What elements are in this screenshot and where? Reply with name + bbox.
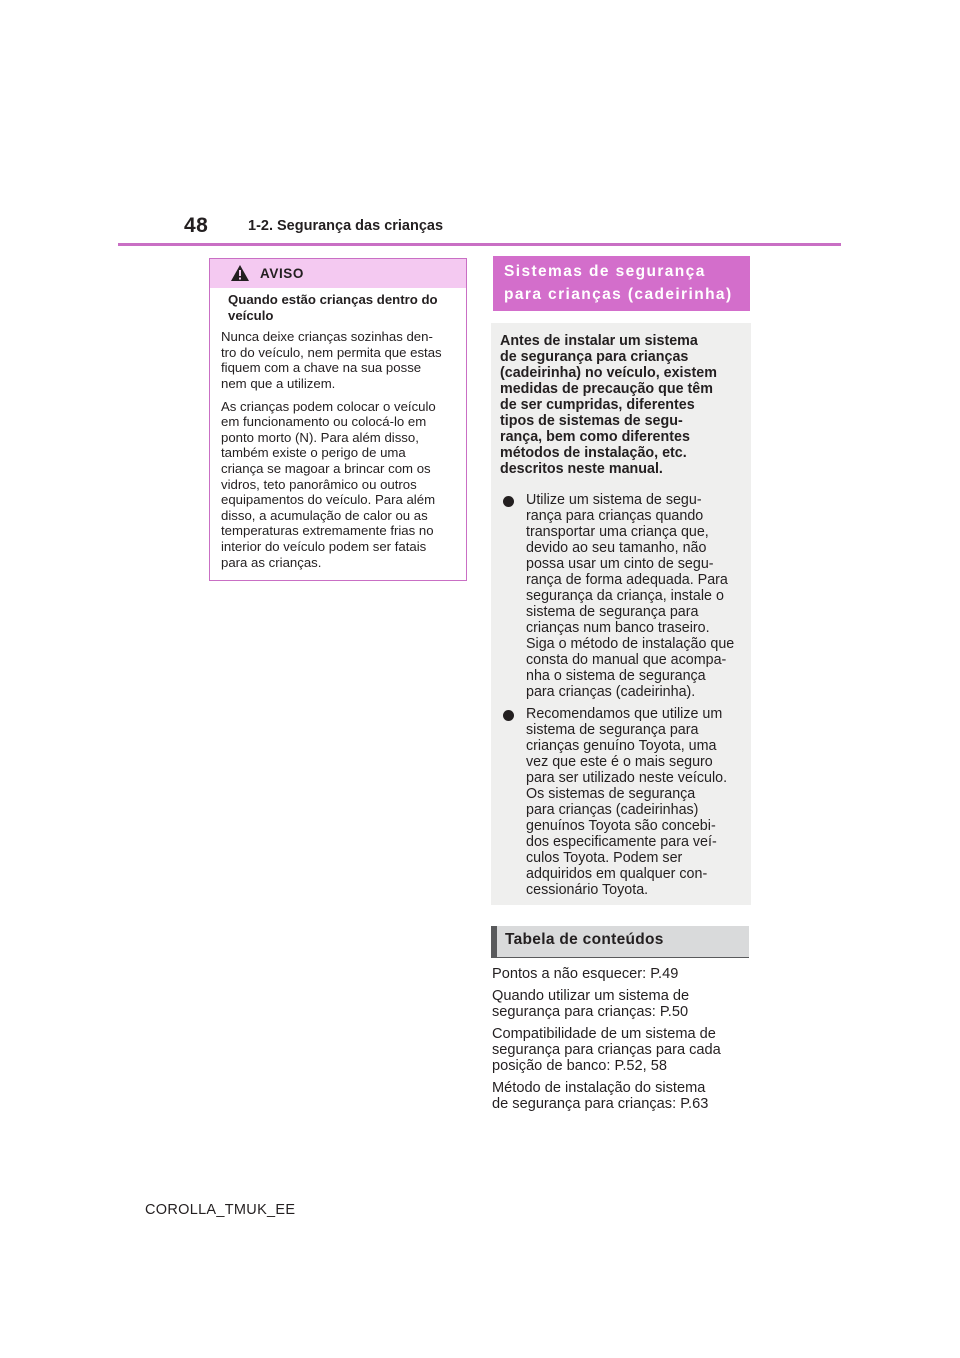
text-line: sistema de segurança para [526, 604, 699, 620]
text-line: de segurança para crianças: P.63 [492, 1096, 709, 1112]
text-line: para as crianças. [221, 554, 322, 570]
text-line: posição de banco: P.52, 58 [492, 1058, 667, 1074]
text-line: tipos de sistemas de segu- [500, 413, 683, 429]
text-line: rança de forma adequada. Para [526, 572, 728, 588]
text-line: segurança para crianças para cada [492, 1042, 721, 1058]
toc-item[interactable] [492, 1026, 754, 1074]
text-line: criança se magoar a brincar com os [221, 460, 431, 476]
text-line: também existe o perigo de uma [221, 445, 406, 461]
banner-line: Sistemas de segurança [504, 263, 706, 280]
text-line: em funcionamento ou colocá-lo em [221, 414, 427, 430]
text-line: segurança da criança, instale o [526, 588, 724, 604]
text-line: Antes de instalar um sistema [500, 333, 698, 349]
text-line: genuínos Toyota são concebi- [526, 818, 716, 834]
text-line: nha o sistema de segurança [526, 668, 706, 684]
text-line: medidas de precaução que têm [500, 381, 713, 397]
text-line: vidros, teto panorâmico ou outros [221, 476, 417, 492]
text-line: para crianças (cadeirinhas) [526, 802, 699, 818]
text-line: sistema de segurança para [526, 722, 699, 738]
info-intro [500, 333, 741, 477]
text-line: Pontos a não esquecer: P.49 [492, 966, 679, 982]
text-line: para crianças (cadeirinha). [526, 684, 696, 700]
warning-header [210, 259, 466, 288]
bullet-icon [503, 496, 514, 507]
toc-divider [491, 957, 749, 958]
list-item [500, 706, 741, 898]
text-line: Quando estão crianças dentro do [228, 292, 438, 307]
text-line: (cadeirinha) no veículo, existem [500, 365, 717, 381]
warning-triangle-icon [230, 264, 250, 282]
document-code: COROLLA_TMUK_EE [145, 1202, 296, 1218]
text-line: ponto morto (N). Para além disso, [221, 429, 419, 445]
text-line: de ser cumpridas, diferentes [500, 397, 695, 413]
toc-list [492, 966, 754, 1118]
text-line: descritos neste manual. [500, 461, 663, 477]
toc-item[interactable] [492, 1080, 754, 1112]
list-item [500, 492, 741, 700]
text-line: consta do manual que acompa- [526, 652, 727, 668]
list-item-text [526, 706, 741, 898]
text-line: veículo [228, 307, 274, 323]
text-line: Recomendamos que utilize um [526, 706, 723, 722]
text-line: métodos de instalação, etc. [500, 445, 687, 461]
text-line: equipamentos do veículo. Para além [221, 492, 436, 508]
text-line: cessionário Toyota. [526, 882, 649, 898]
warning-box [209, 258, 467, 581]
text-line: Utilize um sistema de segu- [526, 492, 702, 508]
text-line: fiquem com a chave na sua posse [221, 360, 422, 376]
text-line: Compatibilidade de um sistema de [492, 1026, 716, 1042]
text-line: possa usar um cinto de segu- [526, 556, 714, 572]
text-line: Método de instalação do sistema [492, 1080, 706, 1096]
banner-line: para crianças (cadeirinha) [504, 286, 733, 303]
text-line: rança, bem como diferentes [500, 429, 690, 445]
toc-item[interactable] [492, 988, 754, 1020]
header-divider [118, 243, 841, 246]
warning-subheading [221, 292, 454, 323]
text-line: rança para crianças quando [526, 508, 704, 524]
text-line: crianças genuíno Toyota, uma [526, 738, 717, 754]
text-line: interior do veículo podem ser fatais [221, 538, 427, 554]
text-line: de segurança para crianças [500, 349, 689, 365]
text-line: devido ao seu tamanho, não [526, 540, 707, 556]
text-line: transportar uma criança que, [526, 524, 709, 540]
text-line: tro do veículo, nem permita que estas [221, 344, 442, 360]
text-line: vez que este é o mais seguro [526, 754, 713, 770]
text-line: culos Toyota. Podem ser [526, 850, 683, 866]
toc-heading: Tabela de conteúdos [491, 926, 749, 957]
text-line: Siga o método de instalação que [526, 636, 735, 652]
list-item-text [526, 492, 741, 700]
warning-paragraph [221, 399, 454, 571]
text-line: Quando utilizar um sistema de [492, 988, 690, 1004]
warning-body [210, 288, 466, 570]
text-line: nem que a utilizem. [221, 375, 336, 391]
text-line: disso, a acumulação de calor ou as [221, 507, 428, 523]
text-line: crianças num banco traseiro. [526, 620, 710, 636]
text-line: Nunca deixe crianças sozinhas den- [221, 329, 433, 345]
text-line: segurança para crianças: P.50 [492, 1004, 689, 1020]
info-box [491, 323, 751, 905]
warning-paragraph [221, 329, 454, 391]
page-number: 48 [184, 214, 209, 237]
text-line: para ser utilizado neste veículo. [526, 770, 728, 786]
text-line: adquiridos em qualquer con- [526, 866, 708, 882]
text-line: dos especificamente para veí- [526, 834, 717, 850]
text-line: temperaturas extremamente frias no [221, 523, 434, 539]
section-banner [493, 256, 750, 311]
bullet-icon [503, 710, 514, 721]
section-title: 1-2. Segurança das crianças [248, 218, 444, 234]
toc-item[interactable] [492, 966, 754, 982]
text-line: As crianças podem colocar o veículo [221, 398, 436, 414]
warning-title: AVISO [260, 266, 305, 281]
text-line: Os sistemas de segurança [526, 786, 696, 802]
